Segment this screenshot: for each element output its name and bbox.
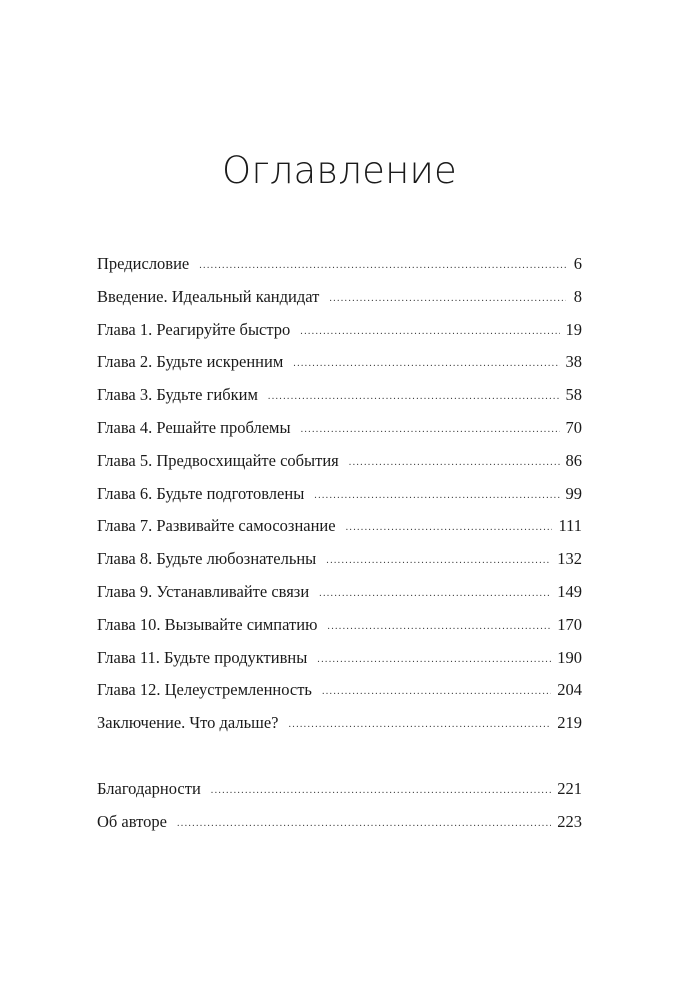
dot-leader (327, 611, 551, 644)
dot-leader (177, 808, 551, 841)
toc-main-section (97, 248, 582, 740)
dot-leader (300, 316, 559, 349)
toc-entry-title: Заключение. Что дальше? (97, 713, 279, 733)
dot-leader (211, 775, 551, 808)
toc-entry-page: 204 (557, 680, 582, 700)
page-title: Оглавление (221, 148, 458, 192)
toc-entry-conclusion[interactable] (97, 707, 582, 740)
dot-leader (349, 447, 560, 480)
toc-entry-page: 190 (557, 647, 582, 667)
toc-entry-title: Глава 2. Будьте искренним (97, 352, 284, 372)
toc-entry-chapter-4[interactable] (97, 412, 582, 445)
toc-entry-title: Глава 4. Решайте проблемы (97, 417, 291, 437)
toc-entry-page: 219 (557, 713, 582, 733)
toc-entry-title: Глава 1. Реагируйте быстро (97, 319, 291, 339)
toc-entry-title: Глава 8. Будьте любознательны (97, 549, 317, 569)
toc-entry-page: 99 (565, 483, 582, 503)
table-of-contents (97, 248, 582, 839)
dot-leader (199, 250, 566, 283)
toc-entry-page: 132 (557, 549, 582, 569)
toc-entry-page: 70 (565, 417, 582, 437)
dot-leader (329, 283, 566, 316)
toc-entry-page: 58 (565, 385, 582, 405)
dot-leader (317, 644, 551, 677)
dot-leader (288, 709, 551, 742)
toc-entry-chapter-3[interactable] (97, 379, 582, 412)
toc-entry-title: Глава 9. Устанавливайте связи (97, 581, 310, 601)
toc-entry-about-author[interactable] (97, 806, 582, 839)
toc-entry-chapter-9[interactable] (97, 576, 582, 609)
toc-entry-page: 223 (557, 811, 582, 831)
dot-leader (314, 480, 559, 513)
toc-entry-chapter-8[interactable] (97, 543, 582, 576)
toc-back-matter-section (97, 773, 582, 839)
toc-entry-title: Об авторе (97, 811, 167, 831)
toc-entry-preface[interactable] (97, 248, 582, 281)
toc-entry-title: Глава 10. Вызывайте симпатию (97, 614, 318, 634)
toc-entry-introduction[interactable] (97, 281, 582, 314)
toc-entry-title: Глава 7. Развивайте самосознание (97, 516, 336, 536)
toc-entry-chapter-12[interactable] (97, 674, 582, 707)
toc-entry-title: Глава 5. Предвосхищайте события (97, 450, 339, 470)
toc-entry-page: 6 (573, 254, 582, 273)
dot-leader (322, 676, 551, 709)
dot-leader (293, 348, 559, 381)
toc-entry-page: 111 (558, 516, 582, 536)
toc-entry-title: Глава 3. Будьте гибким (97, 385, 258, 405)
toc-entry-chapter-1[interactable] (97, 314, 582, 347)
dot-leader (346, 512, 553, 545)
toc-entry-title: Глава 11. Будьте продуктивны (97, 647, 308, 667)
toc-entry-title: Глава 12. Целеустремленность (97, 680, 312, 700)
toc-entry-chapter-5[interactable] (97, 445, 582, 478)
toc-entry-page: 221 (557, 778, 582, 798)
toc-entry-chapter-10[interactable] (97, 609, 582, 642)
toc-entry-acknowledgements[interactable] (97, 773, 582, 806)
toc-entry-title: Глава 6. Будьте подготовлены (97, 483, 305, 503)
toc-entry-page: 8 (573, 286, 582, 306)
toc-entry-page: 19 (565, 319, 582, 339)
toc-entry-title: Благодарности (97, 778, 201, 798)
dot-leader (268, 381, 560, 414)
toc-entry-title: Предисловие (97, 254, 190, 273)
dot-leader (301, 414, 560, 447)
dot-leader (326, 545, 551, 578)
toc-entry-chapter-2[interactable] (97, 346, 582, 379)
toc-entry-page: 170 (557, 614, 582, 634)
toc-entry-page: 149 (557, 581, 582, 601)
toc-entry-page: 38 (565, 352, 582, 372)
toc-entry-chapter-6[interactable] (97, 478, 582, 511)
toc-entry-page: 86 (565, 450, 582, 470)
toc-entry-chapter-11[interactable] (97, 642, 582, 675)
toc-entry-title: Введение. Идеальный кандидат (97, 286, 320, 306)
toc-entry-chapter-7[interactable] (97, 510, 582, 543)
dot-leader (319, 578, 551, 611)
